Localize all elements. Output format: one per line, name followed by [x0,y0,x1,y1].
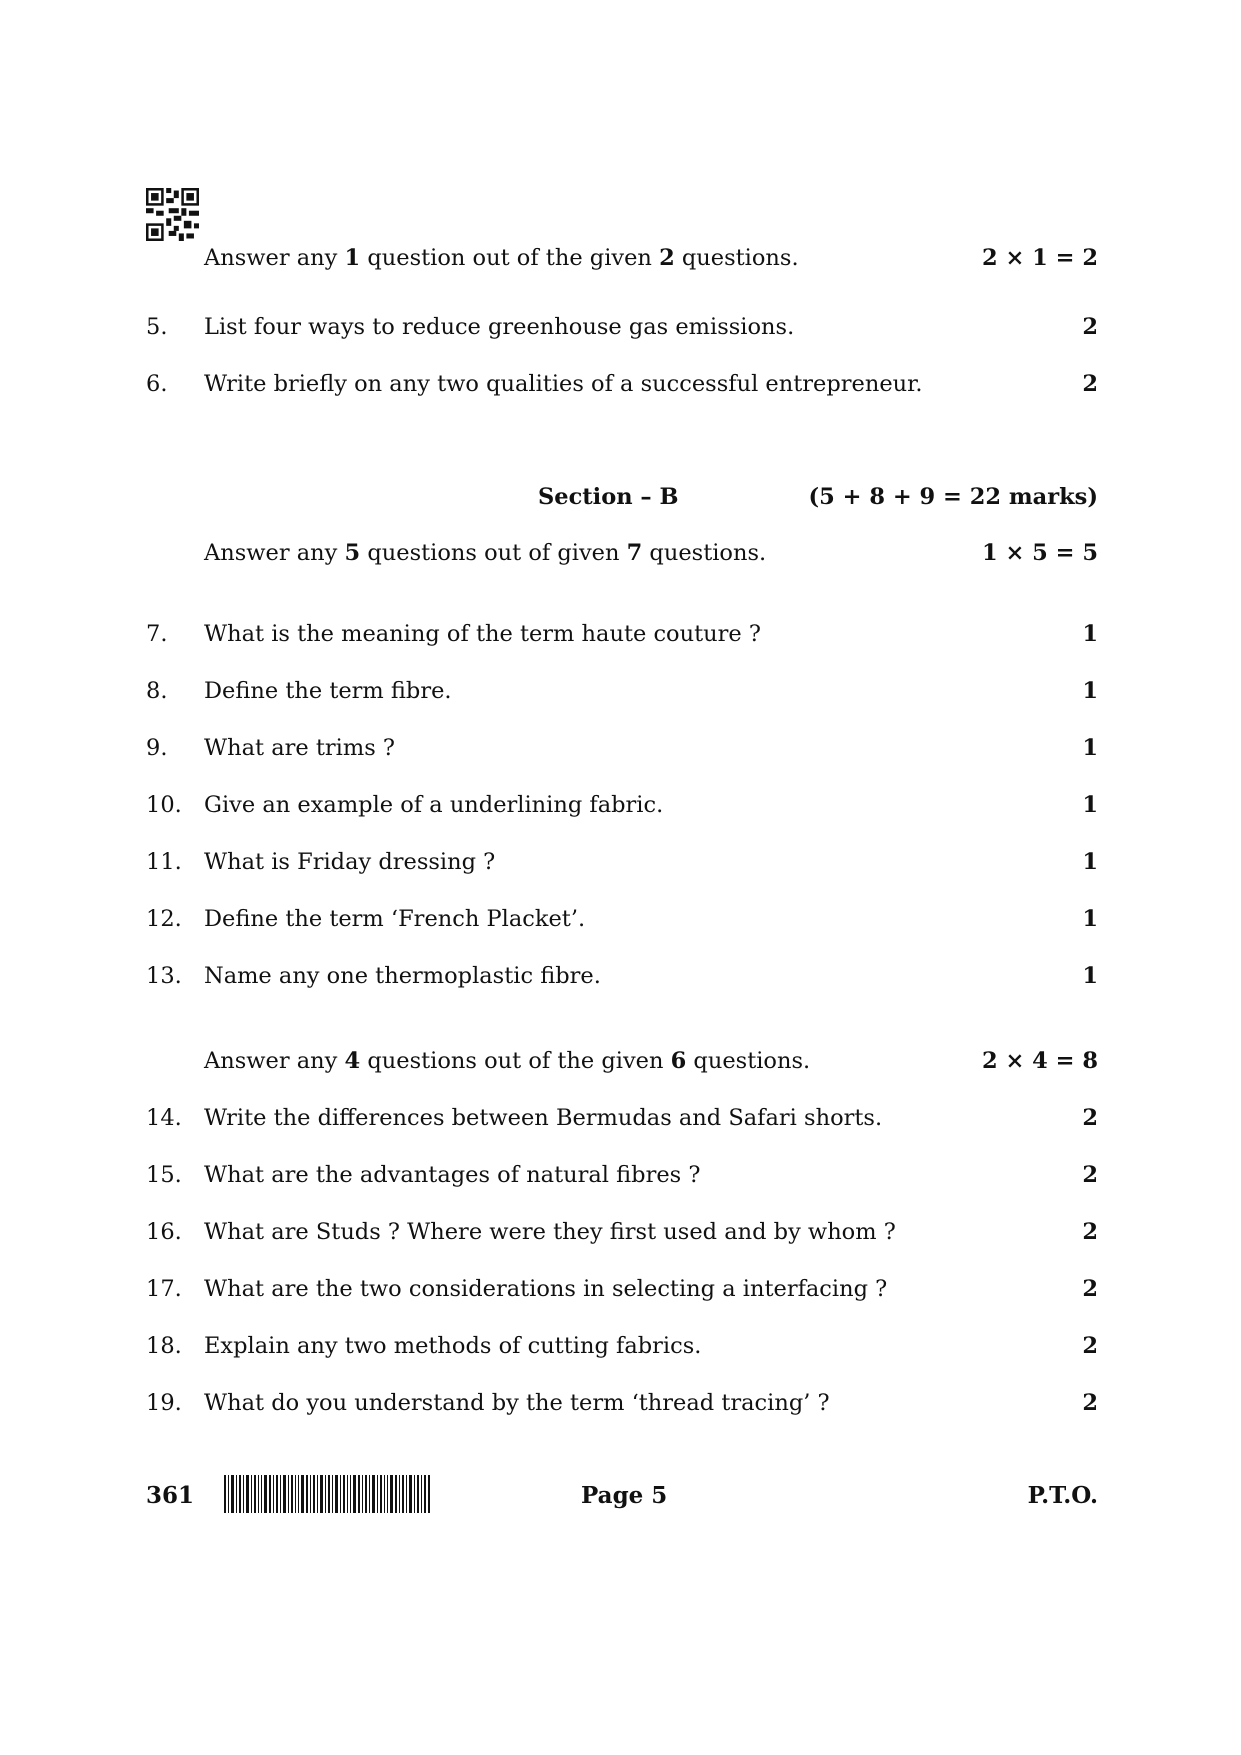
question-row [146,847,1098,877]
question-marks: 1 [1082,906,1098,932]
question-row [146,1274,1098,1304]
instruction-line [146,243,1098,273]
question-number: 5. [146,314,168,340]
question-number: 6. [146,371,168,397]
question-number: 7. [146,621,168,647]
question-marks: 2 [1082,371,1098,397]
question-marks: 1 [1082,621,1098,647]
question-marks: 2 [1082,1333,1098,1359]
question-text: Name any one thermoplastic fibre. [204,963,601,989]
question-row [146,1217,1098,1247]
question-text: What is Friday dressing ? [204,849,496,875]
question-number: 10. [146,792,182,818]
question-text: What are the advantages of natural fibres ? [204,1162,701,1188]
instruction-marks: 2 × 1 = 2 [981,245,1098,271]
question-number: 19. [146,1390,182,1416]
question-marks: 2 [1082,1105,1098,1131]
instruction-text: Answer any 4 questions out of the given 6 questions. [204,1048,811,1074]
question-number: 8. [146,678,168,704]
page-number: Page 5 [581,1482,668,1509]
question-text: Explain any two methods of cutting fabrics. [204,1333,702,1359]
question-marks: 1 [1082,678,1098,704]
question-number: 15. [146,1162,182,1188]
barcode-icon [224,1475,430,1513]
question-text: Give an example of a underlining fabric. [204,792,664,818]
instruction-text: Answer any 5 questions out of given 7 questions. [204,540,767,566]
question-row [146,619,1098,649]
question-row [146,733,1098,763]
question-marks: 1 [1082,792,1098,818]
question-row [146,1160,1098,1190]
question-text: What are Studs ? Where were they first used and by whom ? [204,1219,896,1245]
qr-code-icon [146,188,199,241]
question-number: 18. [146,1333,182,1359]
question-row [146,1103,1098,1133]
question-marks: 1 [1082,735,1098,761]
question-text: Define the term ‘French Placket’. [204,906,586,932]
question-row [146,904,1098,934]
question-number: 11. [146,849,182,875]
question-row [146,369,1098,399]
question-marks: 2 [1082,1276,1098,1302]
question-text: What are the two considerations in selecting a interfacing ? [204,1276,888,1302]
question-text: Write briefly on any two qualities of a successful entrepreneur. [204,371,923,397]
question-number: 16. [146,1219,182,1245]
question-text: What do you understand by the term ‘thread tracing’ ? [204,1390,830,1416]
section-marks: (5 + 8 + 9 = 22 marks) [808,484,1098,510]
question-marks: 2 [1082,1390,1098,1416]
instruction-marks: 2 × 4 = 8 [981,1048,1098,1074]
question-marks: 2 [1082,1219,1098,1245]
question-row [146,1331,1098,1361]
question-text: Define the term fibre. [204,678,452,704]
instruction-line [146,538,1098,568]
question-row [146,1388,1098,1418]
instruction-text: Answer any 1 question out of the given 2 questions. [204,245,799,271]
question-row [146,961,1098,991]
question-row [146,676,1098,706]
instruction-line [146,1046,1098,1076]
question-row [146,790,1098,820]
question-text: What is the meaning of the term haute couture ? [204,621,761,647]
pto-label: P.T.O. [1027,1482,1098,1509]
section-heading [146,482,1098,512]
question-number: 12. [146,906,182,932]
question-number: 13. [146,963,182,989]
paper-code: 361 [146,1482,195,1509]
question-number: 17. [146,1276,182,1302]
question-marks: 2 [1082,314,1098,340]
question-marks: 1 [1082,963,1098,989]
question-text: List four ways to reduce greenhouse gas emissions. [204,314,795,340]
instruction-marks: 1 × 5 = 5 [981,540,1098,566]
question-marks: 1 [1082,849,1098,875]
question-number: 9. [146,735,168,761]
question-marks: 2 [1082,1162,1098,1188]
question-text: Write the differences between Bermudas and Safari shorts. [204,1105,883,1131]
section-title: Section – B [538,484,679,510]
question-number: 14. [146,1105,182,1131]
question-text: What are trims ? [204,735,395,761]
question-row [146,312,1098,342]
